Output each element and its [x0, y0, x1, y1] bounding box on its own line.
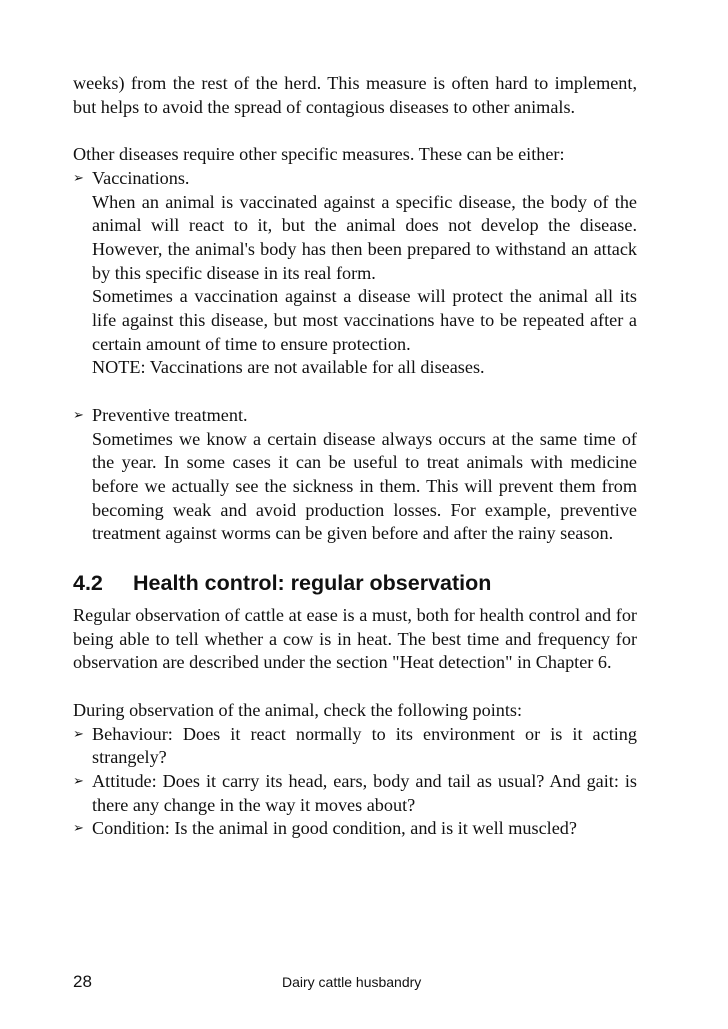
bullet-text: Behaviour: Does it react normally to its environment or is it acting strangely?	[92, 723, 637, 768]
page-body	[73, 72, 637, 841]
bullet-preventive-treatment	[73, 404, 637, 546]
bullet-text: Sometimes a vaccination against a disease will protect the animal all its life against this disease, but most vaccinations have to be repeated after a certain amount of time to ensure protection.	[92, 286, 637, 354]
page-footer	[73, 972, 637, 996]
arrow-bullet-icon: ➢	[73, 407, 84, 423]
paragraph-specific-measures: Other diseases require other specific measures. These can be either:	[73, 144, 565, 165]
bullet-text: When an animal is vaccinated against a specific disease, the body of the animal will react to it, but the animal does not develop the disease. However, the animal's body has then been prepared to withstand an attack by this specific disease in its real form.	[92, 191, 637, 283]
arrow-bullet-icon: ➢	[73, 170, 84, 186]
paragraph-regular-observation: Regular observation of cattle at ease is a must, both for health control and for being able to tell whether a cow is in heat. The best time and frequency for observation are described under the section "Heat detection" in Chapter 6.	[73, 605, 637, 673]
bullet-behaviour	[73, 723, 637, 770]
bullet-title: Vaccinations.	[92, 167, 190, 188]
bullet-text: Condition: Is the animal in good condition, and is it well muscled?	[92, 818, 577, 839]
page-number: 28	[73, 972, 92, 991]
arrow-bullet-icon: ➢	[73, 726, 84, 742]
paragraph-check-points: During observation of the animal, check the following points:	[73, 699, 523, 720]
book-title: Dairy cattle husbandry	[282, 974, 422, 990]
arrow-bullet-icon: ➢	[73, 773, 84, 789]
section-number: 4.2	[73, 571, 103, 596]
bullet-vaccinations	[73, 167, 637, 380]
bullet-condition	[73, 817, 637, 841]
bullet-attitude	[73, 770, 637, 817]
arrow-bullet-icon: ➢	[73, 821, 84, 837]
bullet-text: Attitude: Does it carry its head, ears, body and tail as usual? And gait: is there any change in the way it moves about?	[92, 770, 637, 815]
section-title: Health control: regular observation	[133, 571, 492, 596]
bullet-note: NOTE: Vaccinations are not available for all diseases.	[92, 357, 485, 378]
bullet-title: Preventive treatment.	[92, 404, 248, 425]
section-heading	[73, 568, 637, 598]
bullet-text: Sometimes we know a certain disease always occurs at the same time of the year. In some cases it can be useful to treat animals with medicine before we actually see the sickness in them. This will prevent them from becoming weak and avoid production losses. For example, preventive treatment against worms can be given before and after the rainy season.	[92, 428, 637, 544]
paragraph-isolation: weeks) from the rest of the herd. This measure is often hard to implement, but helps to avoid the spread of contagious diseases to other animals.	[73, 73, 637, 117]
